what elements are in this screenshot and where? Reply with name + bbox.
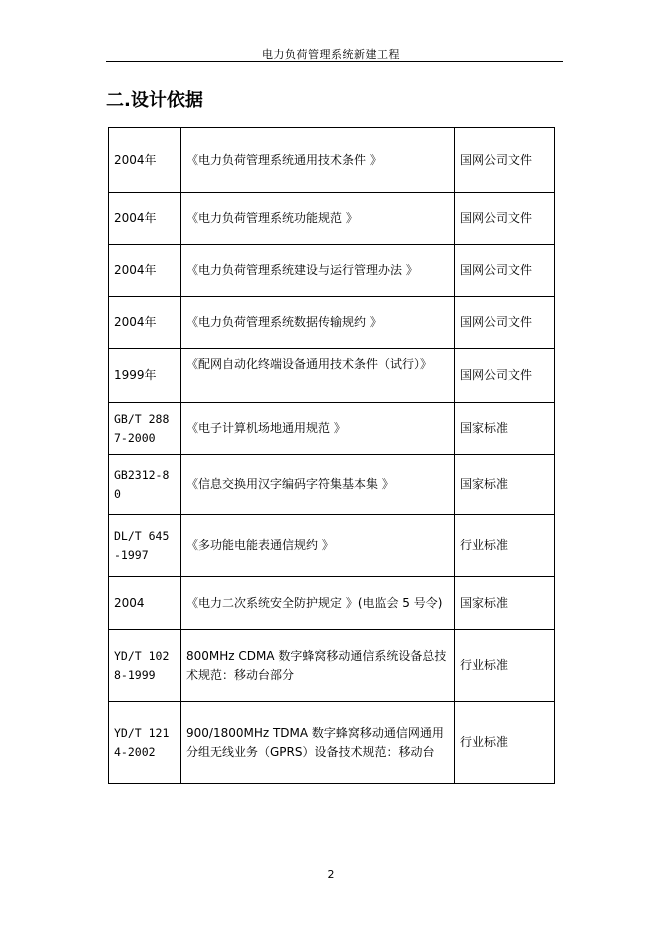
standard-type-cell: 国家标准: [455, 403, 555, 455]
header-divider: [106, 61, 563, 62]
standard-title-cell: 《电力二次系统安全防护规定 》(电监会 5 号令): [181, 577, 455, 630]
standard-title-cell: 《电力负荷管理系统数据传输规约 》: [181, 297, 455, 349]
standard-code-cell: 2004年: [109, 193, 181, 245]
standard-title-cell: 《电力负荷管理系统功能规范 》: [181, 193, 455, 245]
standard-type-cell: 国家标准: [455, 577, 555, 630]
standard-type-cell: 国网公司文件: [455, 245, 555, 297]
standard-code-cell: YD/T 1028-1999: [109, 630, 181, 702]
standard-type-cell: 国网公司文件: [455, 193, 555, 245]
page-number: 2: [327, 868, 335, 881]
standard-type-cell: 行业标准: [455, 702, 555, 784]
table-row: [109, 193, 555, 245]
table-row: [109, 577, 555, 630]
standard-title-cell: 《信息交换用汉字编码字符集基本集 》: [181, 455, 455, 515]
standard-type-cell: 国家标准: [455, 455, 555, 515]
standard-type-cell: 行业标准: [455, 515, 555, 577]
standard-code-cell: 1999年: [109, 349, 181, 403]
table-row: [109, 630, 555, 702]
standard-title-cell: 《多功能电能表通信规约 》: [181, 515, 455, 577]
table-row: [109, 515, 555, 577]
standard-code-cell: GB/T 2887-2000: [109, 403, 181, 455]
standard-title-cell: 800MHz CDMA 数字蜂窝移动通信系统设备总技术规范：移动台部分: [181, 630, 455, 702]
standard-type-cell: 国网公司文件: [455, 349, 555, 403]
standard-title-cell: 《电子计算机场地通用规范 》: [181, 403, 455, 455]
table-row: [109, 297, 555, 349]
table-row: [109, 245, 555, 297]
standard-code-cell: GB2312-80: [109, 455, 181, 515]
standard-type-cell: 行业标准: [455, 630, 555, 702]
design-basis-table: [108, 127, 555, 784]
standard-code-cell: 2004年: [109, 128, 181, 193]
standard-code-cell: 2004年: [109, 297, 181, 349]
section-heading: 二.设计依据: [106, 90, 203, 111]
table-row: [109, 455, 555, 515]
standard-title-cell: 《配网自动化终端设备通用技术条件（试行）》: [181, 349, 455, 403]
standard-code-cell: 2004: [109, 577, 181, 630]
standard-type-cell: 国网公司文件: [455, 128, 555, 193]
running-header-title: 电力负荷管理系统新建工程: [262, 48, 400, 61]
standard-title-cell: 900/1800MHz TDMA 数字蜂窝移动通信网通用分组无线业务（GPRS）设备技术规范：移动台: [181, 702, 455, 784]
standard-code-cell: 2004年: [109, 245, 181, 297]
table-row: [109, 128, 555, 193]
table-row: [109, 349, 555, 403]
standard-type-cell: 国网公司文件: [455, 297, 555, 349]
standard-code-cell: YD/T 1214-2002: [109, 702, 181, 784]
standard-code-cell: DL/T 645-1997: [109, 515, 181, 577]
table-row: [109, 403, 555, 455]
standard-title-cell: 《电力负荷管理系统通用技术条件 》: [181, 128, 455, 193]
table-row: [109, 702, 555, 784]
standard-title-cell: 《电力负荷管理系统建设与运行管理办法 》: [181, 245, 455, 297]
